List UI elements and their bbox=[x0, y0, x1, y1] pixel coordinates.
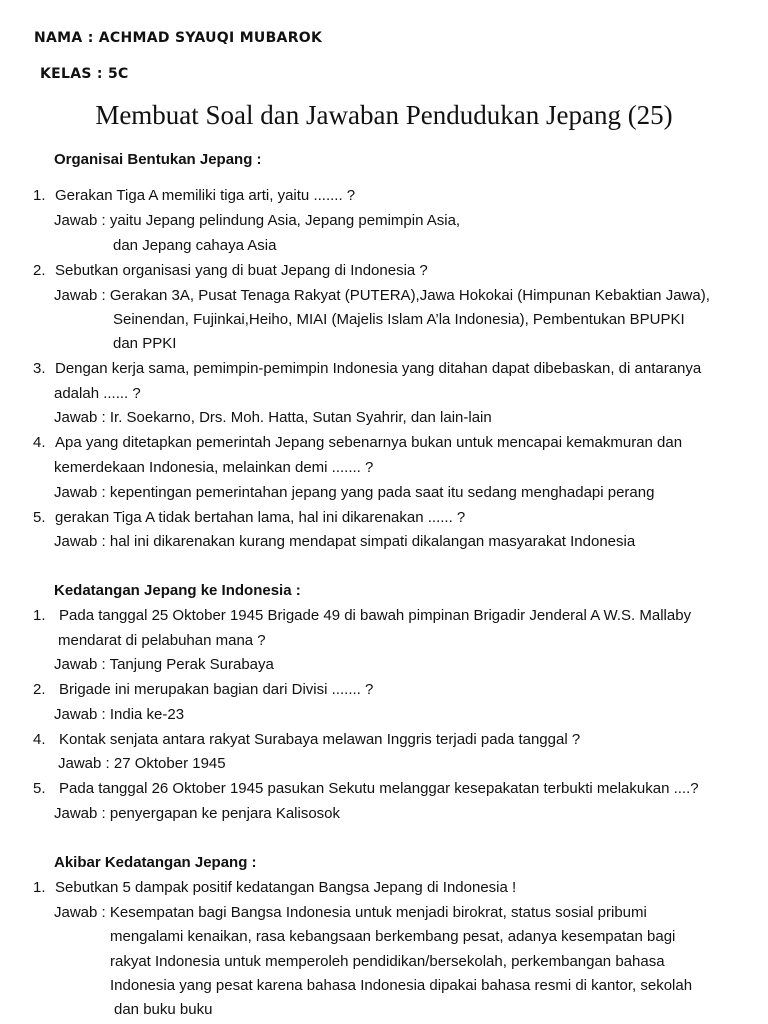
answer-line: Jawab : kepentingan pemerintahan jepang yang pada saat itu sedang menghadapi perang bbox=[54, 484, 655, 501]
question-1-3 bbox=[33, 359, 701, 379]
answer-line: Jawab : penyergapan ke penjara Kalisosok bbox=[54, 805, 341, 822]
answer-line: dan PPKI bbox=[113, 335, 177, 352]
question-number: 4. bbox=[33, 434, 46, 451]
question-2-4 bbox=[33, 730, 580, 750]
question-3-1 bbox=[33, 878, 516, 898]
page-title: Membuat Soal dan Jawaban Pendudukan Jepang (25) bbox=[95, 100, 673, 130]
question-2-5 bbox=[33, 779, 699, 799]
question-text: Sebutkan 5 dampak positif kedatangan Bangsa Jepang di Indonesia ! bbox=[55, 879, 517, 896]
question-text: Kontak senjata antara rakyat Surabaya melawan Inggris terjadi pada tanggal ? bbox=[59, 731, 581, 748]
section-heading-organisasi: Organisai Bentukan Jepang : bbox=[54, 151, 262, 168]
answer-line: Indonesia yang pesat karena bahasa Indonesia dipakai bahasa resmi di kantor, sekolah bbox=[110, 977, 693, 994]
question-text: Sebutkan organisasi yang di buat Jepang di Indonesia ? bbox=[55, 262, 428, 279]
question-continuation: adalah ...... ? bbox=[54, 385, 141, 402]
question-number: 4. bbox=[33, 731, 46, 748]
answer-line: Seinendan, Fujinkai,Heiho, MIAI (Majelis Islam A’la Indonesia), Pembentukan BPUPKI bbox=[113, 311, 685, 328]
answer-line: Jawab : Tanjung Perak Surabaya bbox=[54, 656, 274, 673]
question-1-5 bbox=[33, 508, 465, 528]
question-number: 1. bbox=[33, 879, 46, 896]
answer-line: dan buku buku bbox=[114, 1001, 213, 1018]
question-text: Pada tanggal 26 Oktober 1945 pasukan Sekutu melanggar kesepakatan terbukti melakukan ....? bbox=[59, 780, 699, 797]
question-continuation: kemerdekaan Indonesia, melainkan demi ....... ? bbox=[54, 459, 374, 476]
question-1-1 bbox=[33, 186, 355, 206]
question-continuation: mendarat di pelabuhan mana ? bbox=[58, 632, 266, 649]
question-number: 2. bbox=[33, 262, 46, 279]
question-1-4 bbox=[33, 433, 682, 453]
section-heading-akibat: Akibar Kedatangan Jepang : bbox=[54, 854, 257, 871]
answer-line: Jawab : India ke-23 bbox=[54, 706, 185, 723]
answer-line: dan Jepang cahaya Asia bbox=[113, 237, 277, 254]
question-text: Dengan kerja sama, pemimpin-pemimpin Indonesia yang ditahan dapat dibebaskan, di antaranya bbox=[55, 360, 702, 377]
answer-line: Jawab : Gerakan 3A, Pusat Tenaga Rakyat (PUTERA),Jawa Hokokai (Himpunan Kebaktian Jawa), bbox=[54, 287, 710, 304]
answer-line: Jawab : hal ini dikarenakan kurang mendapat simpati dikalangan masyarakat Indonesia bbox=[54, 533, 636, 550]
question-2-2 bbox=[33, 680, 373, 700]
answer-line: Jawab : Ir. Soekarno, Drs. Moh. Hatta, Sutan Syahrir, dan lain-lain bbox=[54, 409, 492, 426]
student-class: KELAS : 5C bbox=[40, 66, 129, 82]
question-number: 3. bbox=[33, 360, 46, 377]
student-name: NAMA : ACHMAD SYAUQI MUBAROK bbox=[34, 30, 323, 46]
question-text: Gerakan Tiga A memiliki tiga arti, yaitu ....... ? bbox=[55, 187, 356, 204]
answer-line: Jawab : yaitu Jepang pelindung Asia, Jepang pemimpin Asia, bbox=[54, 212, 461, 229]
question-1-2 bbox=[33, 261, 428, 281]
question-text: Pada tanggal 25 Oktober 1945 Brigade 49 di bawah pimpinan Brigadir Jenderal A W.S. Mallaby bbox=[59, 607, 692, 624]
question-number: 1. bbox=[33, 607, 46, 624]
answer-line: rakyat Indonesia untuk memperoleh pendidikan/bersekolah, perkembangan bahasa bbox=[110, 953, 665, 970]
question-2-1 bbox=[33, 606, 691, 626]
section-heading-kedatangan: Kedatangan Jepang ke Indonesia : bbox=[54, 582, 301, 599]
question-text: Apa yang ditetapkan pemerintah Jepang sebenarnya bukan untuk mencapai kemakmuran dan bbox=[55, 434, 683, 451]
question-number: 1. bbox=[33, 187, 46, 204]
question-number: 5. bbox=[33, 509, 46, 526]
answer-line: Jawab : Kesempatan bagi Bangsa Indonesia untuk menjadi birokrat, status sosial pribumi bbox=[54, 904, 647, 921]
answer-line: mengalami kenaikan, rasa kebangsaan berkembang pesat, adanya kesempatan bagi bbox=[110, 928, 676, 945]
question-text: gerakan Tiga A tidak bertahan lama, hal ini dikarenakan ...... ? bbox=[55, 509, 466, 526]
question-number: 5. bbox=[33, 780, 46, 797]
question-number: 2. bbox=[33, 681, 46, 698]
question-text: Brigade ini merupakan bagian dari Divisi ....... ? bbox=[59, 681, 374, 698]
answer-line: Jawab : 27 Oktober 1945 bbox=[58, 755, 226, 772]
